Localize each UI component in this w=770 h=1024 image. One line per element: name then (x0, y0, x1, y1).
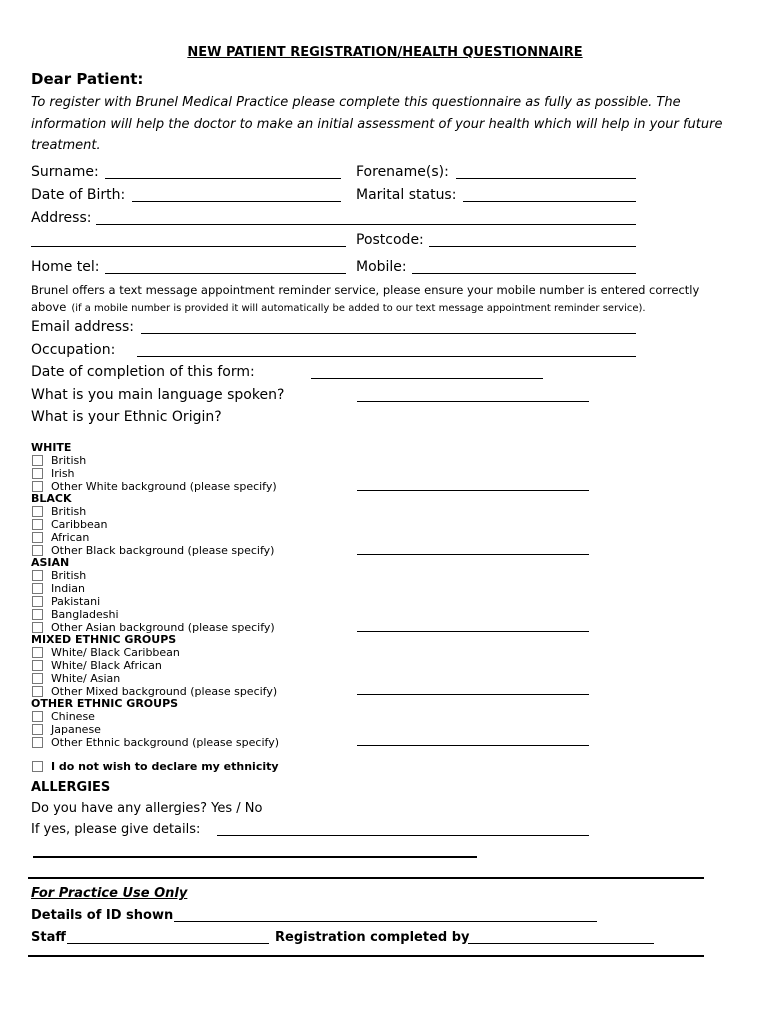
allergies-details-label: If yes, please give details: (31, 822, 201, 837)
decline-ethnicity-label: I do not wish to declare my ethnicity (51, 760, 279, 773)
allergies-details-field-2[interactable] (33, 856, 477, 858)
address-label: Address: (31, 210, 92, 226)
address-field-2[interactable] (31, 246, 346, 247)
option-label: White/ Black Caribbean (51, 646, 180, 659)
group-other-heading: OTHER ETHNIC GROUPS (31, 697, 179, 710)
divider (28, 955, 704, 957)
mobile-field[interactable] (412, 273, 636, 274)
ethnic-origin-label: What is your Ethnic Origin? (31, 409, 222, 425)
checkbox-asian-bangladeshi[interactable] (32, 609, 43, 620)
postcode-label: Postcode: (356, 232, 424, 248)
option-label: Bangladeshi (51, 608, 119, 621)
divider (28, 877, 704, 879)
practice-use-heading: For Practice Use Only (31, 886, 188, 901)
option-label: British (51, 454, 87, 467)
option-label: Other Ethnic background (please specify) (51, 736, 279, 749)
surname-label: Surname: (31, 164, 99, 180)
option-label: White/ Asian (51, 672, 121, 685)
group-white-heading: WHITE (31, 441, 72, 454)
checkbox-asian-pakistani[interactable] (32, 596, 43, 607)
checkbox-black-british[interactable] (32, 506, 43, 517)
checkbox-black-caribbean[interactable] (32, 519, 43, 530)
checkbox-mixed-white-black-caribbean[interactable] (32, 647, 43, 658)
option-label: White/ Black African (51, 659, 162, 672)
completion-date-field[interactable] (311, 378, 543, 379)
checkbox-other-japanese[interactable] (32, 724, 43, 735)
dob-label: Date of Birth: (31, 187, 126, 203)
checkbox-white-british[interactable] (32, 455, 43, 466)
completion-date-label: Date of completion of this form: (31, 364, 255, 380)
group-black-heading: BLACK (31, 492, 72, 505)
checkbox-other-ethnic[interactable] (32, 737, 43, 748)
allergies-question: Do you have any allergies? Yes / No (31, 801, 263, 816)
forename-label: Forename(s): (356, 164, 449, 180)
group-asian-heading: ASIAN (31, 556, 70, 569)
checkbox-asian-british[interactable] (32, 570, 43, 581)
intro-text: To register with Brunel Medical Practice please complete this questionnaire as fully as possible. The information will help the doctor to make an initial assessment of your health which will help in your future treatment. (31, 95, 723, 153)
id-shown-label: Details of ID shown (31, 908, 174, 923)
checkbox-mixed-other[interactable] (32, 686, 43, 697)
option-label: British (51, 505, 87, 518)
group-mixed-heading: MIXED ETHNIC GROUPS (31, 633, 177, 646)
checkbox-black-other[interactable] (32, 545, 43, 556)
option-label: Irish (51, 467, 75, 480)
language-label: What is you main language spoken? (31, 387, 285, 403)
checkbox-decline-ethnicity[interactable] (32, 761, 43, 772)
option-label: Other Black background (please specify) (51, 544, 275, 557)
id-shown-field[interactable] (174, 921, 597, 922)
mobile-label: Mobile: (356, 259, 407, 275)
sms-note: Brunel offers a text message appointment reminder service, please ensure your mobile number is entered correctly (31, 283, 700, 297)
greeting: Dear Patient: (31, 70, 144, 88)
sms-note-above: above (31, 300, 67, 314)
option-label: Caribbean (51, 518, 108, 531)
sms-note-continued (31, 296, 646, 315)
address-field-1[interactable] (96, 224, 636, 225)
checkbox-mixed-white-asian[interactable] (32, 673, 43, 684)
other-ethnic-specify-field[interactable] (357, 745, 589, 746)
registration-completed-label: Registration completed by (275, 930, 470, 945)
occupation-field[interactable] (137, 356, 636, 357)
option-label: Other Asian background (please specify) (51, 621, 275, 634)
allergies-heading: ALLERGIES (31, 780, 111, 795)
option-label: British (51, 569, 87, 582)
asian-other-specify-field[interactable] (357, 631, 589, 632)
checkbox-white-other[interactable] (32, 481, 43, 492)
checkbox-black-african[interactable] (32, 532, 43, 543)
checkbox-other-chinese[interactable] (32, 711, 43, 722)
email-field[interactable] (141, 333, 636, 334)
option-label: Pakistani (51, 595, 101, 608)
staff-field[interactable] (67, 943, 269, 944)
checkbox-asian-other[interactable] (32, 622, 43, 633)
mixed-other-specify-field[interactable] (357, 694, 589, 695)
home-tel-field[interactable] (105, 273, 346, 274)
option-label: Other White background (please specify) (51, 480, 277, 493)
marital-label: Marital status: (356, 187, 457, 203)
home-tel-label: Home tel: (31, 259, 100, 275)
black-other-specify-field[interactable] (357, 554, 589, 555)
checkbox-mixed-white-black-african[interactable] (32, 660, 43, 671)
option-label: Japanese (51, 723, 101, 736)
staff-label: Staff (31, 930, 66, 945)
checkbox-asian-indian[interactable] (32, 583, 43, 594)
checkbox-white-irish[interactable] (32, 468, 43, 479)
option-label: Other Mixed background (please specify) (51, 685, 278, 698)
occupation-label: Occupation: (31, 342, 116, 358)
option-label: Chinese (51, 710, 95, 723)
white-other-specify-field[interactable] (357, 490, 589, 491)
surname-field[interactable] (105, 178, 341, 179)
postcode-field[interactable] (429, 246, 636, 247)
language-field[interactable] (357, 401, 589, 402)
email-label: Email address: (31, 319, 135, 335)
registration-completed-field[interactable] (468, 943, 654, 944)
marital-field[interactable] (463, 201, 636, 202)
option-label: Indian (51, 582, 85, 595)
form-title: NEW PATIENT REGISTRATION/HEALTH QUESTIONNAIRE (187, 45, 583, 60)
allergies-details-field[interactable] (217, 835, 589, 836)
dob-field[interactable] (132, 201, 341, 202)
forename-field[interactable] (456, 178, 636, 179)
option-label: African (51, 531, 90, 544)
sms-note-small: (if a mobile number is provided it will automatically be added to our text message appointment reminder service). (71, 303, 646, 314)
